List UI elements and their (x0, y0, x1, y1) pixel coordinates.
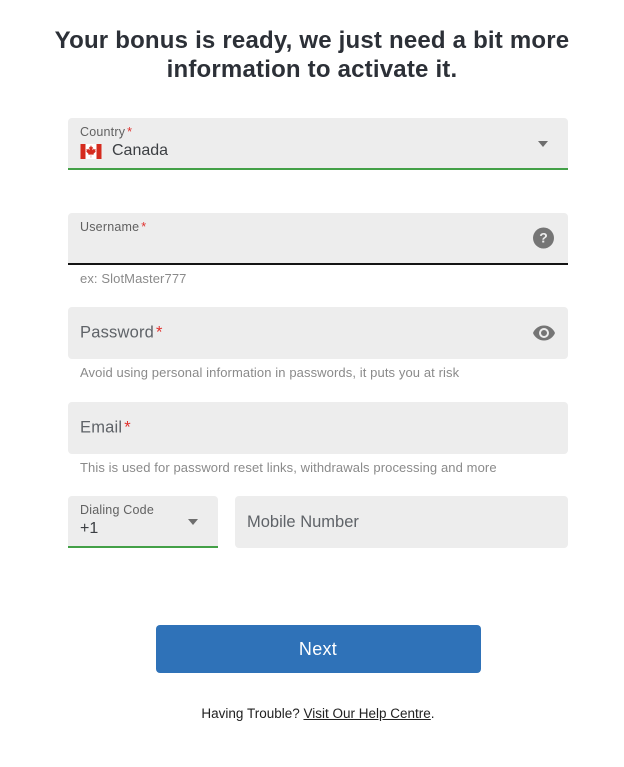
username-helper: ex: SlotMaster777 (80, 271, 187, 286)
help-centre-link[interactable]: Visit Our Help Centre (303, 706, 431, 721)
password-label: Password * (80, 323, 163, 342)
email-label: Email * (80, 418, 131, 437)
canada-flag-icon (80, 144, 102, 159)
dialing-code-select[interactable] (68, 496, 218, 548)
mobile-number-input[interactable] (235, 496, 568, 548)
footer (68, 706, 568, 721)
next-button[interactable]: Next (156, 625, 481, 673)
password-group (68, 307, 568, 380)
footer-period: . (430, 706, 435, 721)
required-asterisk: * (124, 418, 131, 437)
email-helper: This is used for password reset links, withdrawals processing and more (80, 460, 497, 475)
username-input[interactable] (80, 233, 524, 257)
email-field[interactable] (68, 402, 568, 454)
help-icon[interactable]: ? (533, 228, 554, 249)
footer-text: Having Trouble? (201, 706, 304, 721)
required-asterisk: * (141, 220, 147, 234)
required-asterisk: * (156, 323, 163, 342)
mobile-number-field[interactable] (235, 496, 568, 548)
dialing-code-value: +1 (80, 520, 99, 537)
username-group (68, 213, 568, 286)
registration-form (68, 118, 568, 721)
country-select[interactable] (68, 118, 568, 170)
chevron-down-icon (188, 519, 198, 525)
page-title: Your bonus is ready, we just need a bit more information to activate it. (54, 27, 570, 83)
phone-row (68, 496, 568, 548)
username-label: Username * (80, 220, 147, 234)
chevron-down-icon (538, 141, 548, 147)
country-value: Canada (112, 142, 169, 159)
country-label: Country * (80, 125, 133, 139)
password-helper: Avoid using personal information in passwords, it puts you at risk (80, 365, 460, 380)
country-value-row (80, 142, 168, 160)
required-asterisk: * (127, 125, 133, 139)
password-field[interactable] (68, 307, 568, 359)
dialing-code-label: Dialing Code (80, 503, 154, 517)
username-field[interactable] (68, 213, 568, 265)
email-group (68, 402, 568, 475)
eye-icon[interactable] (532, 321, 556, 345)
